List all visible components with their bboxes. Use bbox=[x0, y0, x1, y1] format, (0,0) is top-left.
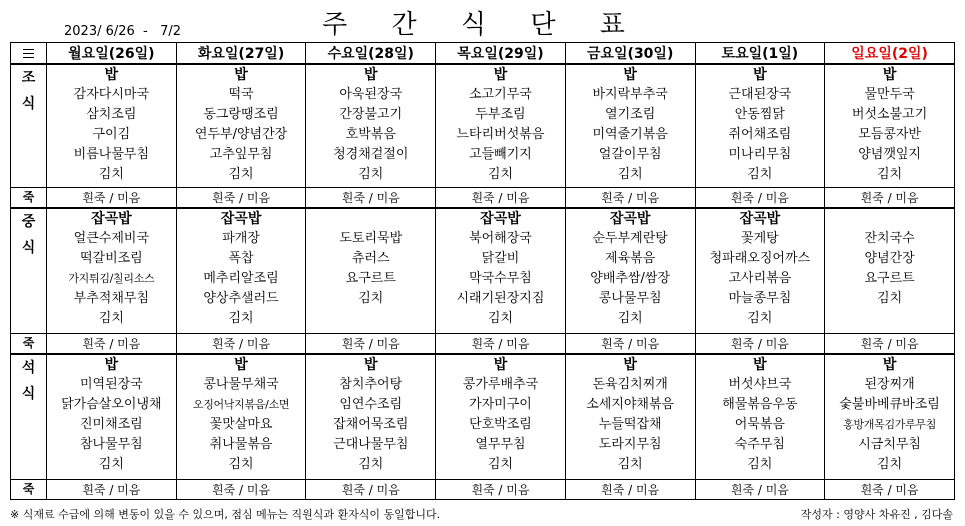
porridge-cell: 흰죽 / 미음 bbox=[47, 188, 177, 209]
menu-item: 김치 bbox=[617, 311, 643, 326]
menu-item: 김치 bbox=[877, 167, 903, 182]
menu-item: 순두부계란탕 bbox=[592, 231, 668, 246]
menu-item: 콩나물무채국 bbox=[203, 377, 279, 392]
menu-item: 츄러스 bbox=[351, 251, 390, 266]
porridge-cell: 흰죽 / 미음 bbox=[695, 334, 825, 355]
menu-item: 떡국 bbox=[228, 87, 254, 102]
menu-item: 동그랑땡조림 bbox=[203, 107, 279, 122]
menu-item: 홍방개목김가루무침 bbox=[843, 418, 937, 431]
porridge-cell: 흰죽 / 미음 bbox=[306, 480, 436, 500]
menu-item: 삼치조림 bbox=[86, 107, 137, 122]
breakfast-label-char: 식 bbox=[21, 96, 36, 112]
menu-item bbox=[306, 309, 435, 329]
menu-item: 구이김 bbox=[92, 127, 131, 142]
menu-item: 모듬콩자반 bbox=[858, 127, 921, 142]
breakfast-day-7 bbox=[825, 64, 955, 188]
menu-item: 김치 bbox=[98, 167, 124, 182]
menu-item: 김치 bbox=[358, 167, 384, 182]
menu-item: 버섯샤브국 bbox=[728, 377, 792, 392]
menu-item: 미역줄기볶음 bbox=[592, 127, 668, 142]
menu-item: 메추리알조림 bbox=[203, 271, 279, 286]
day-header-6: 토요일(1일) bbox=[695, 43, 825, 65]
menu-item: 밥 bbox=[753, 67, 767, 83]
menu-item: 김치 bbox=[98, 311, 124, 326]
menu-item: 열무무침 bbox=[475, 437, 526, 452]
menu-item: 진미채조림 bbox=[79, 417, 143, 432]
menu-item: 누들떡잡채 bbox=[598, 417, 662, 432]
lunch-day-7 bbox=[825, 208, 955, 334]
menu-item: 김치 bbox=[747, 311, 773, 326]
menu-item: 연두부/양념간장 bbox=[194, 127, 288, 142]
porridge-cell: 흰죽 / 미음 bbox=[695, 480, 825, 500]
menu-item: 근대된장국 bbox=[728, 87, 792, 102]
porridge-cell: 흰죽 / 미음 bbox=[565, 480, 695, 500]
menu-item: 김치 bbox=[617, 457, 643, 472]
menu-item: 호박볶음 bbox=[345, 127, 396, 142]
breakfast-day-3 bbox=[306, 64, 436, 188]
weekly-menu-table bbox=[10, 42, 955, 500]
menu-item: 숙주무침 bbox=[734, 437, 785, 452]
menu-item: 김치 bbox=[358, 291, 384, 306]
lunch-day-2 bbox=[176, 208, 306, 334]
menu-item: 김치 bbox=[487, 167, 514, 182]
menu-item: 물만두국 bbox=[864, 87, 915, 102]
menu-item bbox=[825, 209, 954, 229]
menu-item: 콩나물무침 bbox=[598, 291, 662, 306]
menu-item: 안동찜닭 bbox=[734, 107, 785, 122]
menu-item: 느타리버섯볶음 bbox=[456, 127, 545, 142]
porridge-cell: 흰죽 / 미음 bbox=[565, 334, 695, 355]
porridge-cell: 흰죽 / 미음 bbox=[436, 188, 566, 209]
menu-item: 요구르트 bbox=[345, 271, 396, 286]
menu-item: 두부조림 bbox=[475, 107, 526, 122]
dinner-day-3 bbox=[306, 354, 436, 480]
day-header-2: 화요일(27일) bbox=[176, 43, 306, 65]
menu-item: 고들빼기지 bbox=[469, 147, 532, 162]
menu-item: 양념간장 bbox=[864, 251, 915, 266]
menu-item: 버섯소불고기 bbox=[851, 107, 928, 122]
menu-item: 폭찹 bbox=[228, 251, 254, 266]
menu-item: 밥 bbox=[363, 357, 378, 373]
menu-item: 김치 bbox=[617, 167, 643, 182]
porridge-cell: 흰죽 / 미음 bbox=[176, 480, 306, 500]
porridge-label: 죽 bbox=[11, 334, 47, 355]
menu-item: 김치 bbox=[228, 311, 254, 326]
menu-item: 김치 bbox=[228, 457, 254, 472]
menu-item: 김치 bbox=[747, 167, 773, 182]
menu-item: 근대나물무침 bbox=[333, 437, 409, 452]
menu-item: 꽃맛살마요 bbox=[209, 417, 273, 432]
lunch-porridge-row bbox=[11, 334, 955, 355]
menu-item: 시래기된장지짐 bbox=[456, 291, 545, 306]
menu-item: 잡채어묵조림 bbox=[333, 417, 409, 432]
menu-item: 북어해장국 bbox=[469, 231, 532, 246]
lunch-day-1 bbox=[47, 208, 177, 334]
menu-item: 밥 bbox=[104, 357, 119, 373]
menu-item: 청경채겉절이 bbox=[333, 147, 409, 162]
menu-item: 소고기무국 bbox=[469, 87, 532, 102]
menu-item: 참치추어탕 bbox=[339, 377, 403, 392]
menu-item: 잡곡밥 bbox=[739, 211, 781, 227]
menu-item: 밥 bbox=[234, 357, 248, 373]
dinner-day-7 bbox=[825, 354, 955, 480]
day-header-row bbox=[11, 43, 955, 65]
menu-item: 비름나물무침 bbox=[73, 147, 150, 162]
menu-item: 부추적채무침 bbox=[73, 291, 150, 306]
menu-item: 아욱된장국 bbox=[339, 87, 403, 102]
dinner-row bbox=[11, 354, 955, 480]
menu-item: 김치 bbox=[98, 457, 124, 472]
porridge-label: 죽 bbox=[11, 188, 47, 209]
lunch-day-6 bbox=[695, 208, 825, 334]
menu-item: 김치 bbox=[877, 457, 903, 472]
dinner-label bbox=[11, 354, 47, 480]
menu-item: 쥐어채조림 bbox=[728, 127, 792, 142]
lunch-day-3 bbox=[306, 208, 436, 334]
menu-item bbox=[306, 209, 435, 229]
menu-item: 잔치국수 bbox=[864, 231, 915, 246]
menu-item: 떡갈비조림 bbox=[79, 251, 143, 266]
day-header-5: 금요일(30일) bbox=[565, 43, 695, 65]
menu-item: 밥 bbox=[104, 67, 119, 83]
breakfast-label bbox=[11, 64, 47, 188]
porridge-cell: 흰죽 / 미음 bbox=[565, 188, 695, 209]
menu-item: 미나리무침 bbox=[728, 147, 792, 162]
menu-item: 밥 bbox=[882, 67, 897, 83]
menu-item: 잡곡밥 bbox=[609, 211, 651, 227]
menu-item: 양념깻잎지 bbox=[858, 147, 921, 162]
menu-item bbox=[825, 309, 954, 329]
menu-item: 고사리볶음 bbox=[728, 271, 792, 286]
menu-item: 고추잎무침 bbox=[209, 147, 273, 162]
lunch-label-char: 식 bbox=[21, 240, 36, 256]
menu-item: 밥 bbox=[882, 357, 897, 373]
menu-item: 밥 bbox=[363, 67, 378, 83]
menu-item: 잡곡밥 bbox=[91, 211, 132, 227]
breakfast-day-5 bbox=[565, 64, 695, 188]
day-header-3: 수요일(28일) bbox=[306, 43, 436, 65]
menu-item: 가자미구이 bbox=[469, 397, 532, 412]
menu-item: 밥 bbox=[234, 67, 248, 83]
menu-item: 임연수조림 bbox=[339, 397, 403, 412]
menu-period: 2023/ 6/26 - 7/2 bbox=[64, 24, 182, 39]
menu-item: 시금치무침 bbox=[858, 437, 921, 452]
menu-item: 열기조림 bbox=[605, 107, 656, 122]
menu-item: 숯불바베큐바조림 bbox=[839, 397, 940, 412]
porridge-cell: 흰죽 / 미음 bbox=[47, 480, 177, 500]
dinner-label-char: 식 bbox=[21, 386, 36, 402]
menu-item: 오징어낙지볶음/소면 bbox=[192, 398, 290, 411]
porridge-cell: 흰죽 / 미음 bbox=[436, 334, 566, 355]
menu-item: 김치 bbox=[228, 167, 254, 182]
menu-item: 밥 bbox=[493, 67, 508, 83]
menu-item: 김치 bbox=[487, 457, 514, 472]
menu-item: 얼큰수제비국 bbox=[73, 231, 150, 246]
menu-item: 밥 bbox=[623, 67, 637, 83]
menu-item: 마늘종무침 bbox=[728, 291, 792, 306]
menu-item: 밥 bbox=[623, 357, 637, 373]
menu-item: 얼갈이무침 bbox=[598, 147, 662, 162]
menu-item: 참나물무침 bbox=[79, 437, 143, 452]
menu-item: 바지락부추국 bbox=[592, 87, 668, 102]
menu-item: 파개장 bbox=[222, 231, 260, 246]
breakfast-day-6 bbox=[695, 64, 825, 188]
menu-item: 해물볶음우동 bbox=[722, 397, 798, 412]
menu-item: 도토리묵밥 bbox=[339, 231, 403, 246]
dinner-porridge-row bbox=[11, 480, 955, 500]
day-header-7: 일요일(2일) bbox=[825, 43, 955, 65]
dinner-day-1 bbox=[47, 354, 177, 480]
menu-item: 감자다시마국 bbox=[73, 87, 150, 102]
menu-item: 잡곡밥 bbox=[480, 211, 521, 227]
page-title: 주 간 식 단 표 bbox=[322, 10, 643, 40]
lunch-day-5 bbox=[565, 208, 695, 334]
menu-item: 밥 bbox=[753, 357, 767, 373]
lunch-label bbox=[11, 208, 47, 334]
menu-item: 닭갈비 bbox=[481, 251, 520, 266]
menu-item: 밥 bbox=[493, 357, 508, 373]
porridge-cell: 흰죽 / 미음 bbox=[825, 334, 955, 355]
menu-item: 김치 bbox=[877, 291, 903, 306]
menu-item: 꽃게탕 bbox=[741, 231, 779, 246]
menu-item: 가지튀김/칠리소스 bbox=[68, 272, 155, 285]
menu-item: 미역된장국 bbox=[79, 377, 143, 392]
porridge-cell: 흰죽 / 미음 bbox=[695, 188, 825, 209]
menu-item: 요구르트 bbox=[864, 271, 915, 286]
dinner-day-5 bbox=[565, 354, 695, 480]
porridge-cell: 흰죽 / 미음 bbox=[825, 188, 955, 209]
porridge-cell: 흰죽 / 미음 bbox=[306, 334, 436, 355]
breakfast-day-1 bbox=[47, 64, 177, 188]
porridge-cell: 흰죽 / 미음 bbox=[306, 188, 436, 209]
breakfast-day-2 bbox=[176, 64, 306, 188]
menu-item: 된장찌개 bbox=[864, 377, 915, 392]
porridge-label: 죽 bbox=[11, 480, 47, 500]
menu-item: 잡곡밥 bbox=[220, 211, 262, 227]
breakfast-porridge-row bbox=[11, 188, 955, 209]
menu-item: 돈육김치찌개 bbox=[592, 377, 668, 392]
porridge-cell: 흰죽 / 미음 bbox=[176, 188, 306, 209]
menu-item: 청파래오징어까스 bbox=[709, 251, 811, 266]
menu-item: 막국수무침 bbox=[469, 271, 532, 286]
menu-item: 양배추쌈/쌈장 bbox=[590, 271, 671, 286]
breakfast-label-char: 조 bbox=[21, 70, 36, 86]
dinner-day-6 bbox=[695, 354, 825, 480]
porridge-cell: 흰죽 / 미음 bbox=[47, 334, 177, 355]
menu-item: 소세지야채볶음 bbox=[586, 397, 675, 412]
dinner-label-char: 석 bbox=[21, 360, 36, 376]
menu-item: 김치 bbox=[487, 311, 514, 326]
footer-note: ※ 식재료 수급에 의해 변동이 있을 수 있으며, 점심 메뉴는 직원식과 환자식이 동일합니다. bbox=[10, 508, 441, 521]
lunch-label-char: 중 bbox=[21, 214, 36, 230]
breakfast-row bbox=[11, 64, 955, 188]
lunch-row bbox=[11, 208, 955, 334]
porridge-cell: 흰죽 / 미음 bbox=[825, 480, 955, 500]
porridge-cell: 흰죽 / 미음 bbox=[436, 480, 566, 500]
dinner-day-2 bbox=[176, 354, 306, 480]
menu-item: 단호박조림 bbox=[469, 417, 532, 432]
lunch-day-4 bbox=[436, 208, 566, 334]
menu-item: 제육볶음 bbox=[605, 251, 656, 266]
menu-item: 김치 bbox=[747, 457, 773, 472]
porridge-cell: 흰죽 / 미음 bbox=[176, 334, 306, 355]
footer-author: 작성자 : 영양사 차유진 , 김다솔 bbox=[800, 508, 953, 521]
corner-cell bbox=[11, 43, 47, 65]
day-header-4: 목요일(29일) bbox=[436, 43, 566, 65]
menu-item: 도라지무침 bbox=[598, 437, 662, 452]
menu-item: 간장불고기 bbox=[339, 107, 403, 122]
breakfast-day-4 bbox=[436, 64, 566, 188]
menu-item: 닭가슴살오이냉채 bbox=[61, 397, 162, 412]
menu-item: 김치 bbox=[358, 457, 384, 472]
menu-item: 어묵볶음 bbox=[734, 417, 785, 432]
menu-item: 콩가루배추국 bbox=[462, 377, 539, 392]
day-header-1: 월요일(26일) bbox=[47, 43, 177, 65]
menu-item: 양상추샐러드 bbox=[203, 291, 279, 306]
dinner-day-4 bbox=[436, 354, 566, 480]
menu-item: 취나물볶음 bbox=[209, 437, 273, 452]
